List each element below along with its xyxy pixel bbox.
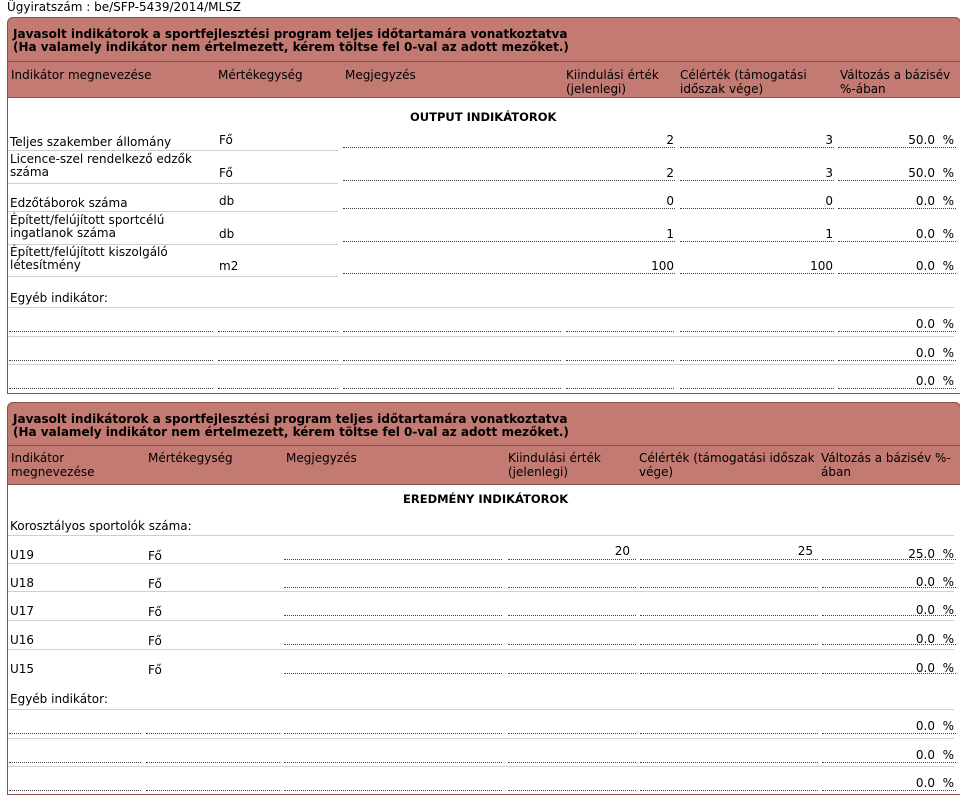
percent-sign: % [942, 748, 954, 762]
res-col-unit: Mértékegység [148, 451, 233, 465]
age-row-unit: Fő [148, 577, 162, 591]
change-field [838, 208, 956, 209]
age-target-field[interactable] [640, 587, 818, 588]
percent-sign: % [942, 317, 954, 331]
res-other-unit-field[interactable] [146, 790, 280, 791]
percent-sign: % [942, 719, 954, 733]
res-col-change-2: ában [821, 465, 851, 479]
age-row-unit: Fő [148, 549, 162, 563]
col-target-1: Célérték (támogatási [680, 68, 807, 82]
other-change-field [838, 331, 956, 332]
percent-sign: % [942, 661, 954, 675]
change-value: 50.0 [908, 166, 935, 180]
target-value[interactable]: 1 [825, 227, 833, 241]
other-note-field[interactable] [343, 388, 561, 389]
age-base-field[interactable] [508, 644, 636, 645]
output-row-name: Épített/felújított sportcélú [10, 213, 165, 227]
change-value: 0.0 [915, 227, 935, 241]
target-value[interactable]: 0 [825, 194, 833, 208]
percent-sign: % [942, 227, 954, 241]
percent-sign: % [942, 166, 954, 180]
other-unit-field[interactable] [218, 388, 338, 389]
target-value[interactable]: 3 [825, 166, 833, 180]
age-note-field[interactable] [284, 559, 502, 560]
change-field [838, 180, 956, 181]
res-other-change-field [822, 790, 956, 791]
other-target-field[interactable] [680, 388, 834, 389]
result-title-line2: (Ha valamely indikátor nem értelmezett, kérem töltse fel 0-val az adott mezőket.) [13, 425, 569, 439]
output-heading: OUTPUT INDIKÁTOROK [410, 110, 557, 124]
percent-sign: % [942, 133, 954, 147]
percent-sign: % [942, 776, 954, 790]
age-note-field[interactable] [284, 673, 502, 674]
result-other-label: Egyéb indikátor: [10, 692, 108, 706]
col-change-2: %-ában [840, 82, 886, 96]
age-row-unit: Fő [148, 634, 162, 648]
col-base-2: (jelenlegi) [566, 82, 627, 96]
other-base-field[interactable] [566, 360, 674, 361]
res-other-note-field[interactable] [284, 762, 502, 763]
percent-sign: % [942, 374, 954, 388]
other-base-field[interactable] [566, 388, 674, 389]
age-note-field[interactable] [284, 644, 502, 645]
res-col-target-2: vége) [639, 465, 674, 479]
age-change-value: 0.0 [915, 661, 935, 675]
output-row-unit: db [219, 194, 235, 208]
age-note-field[interactable] [284, 615, 502, 616]
percent-sign: % [942, 259, 954, 273]
note-field[interactable] [343, 208, 675, 209]
res-col-change-1: Változás a bázisév %- [821, 451, 951, 465]
age-row-name: U16 [10, 633, 35, 647]
age-base-field[interactable] [508, 559, 636, 560]
output-row-unit: Fő [219, 166, 233, 180]
age-base-field[interactable] [508, 587, 636, 588]
res-col-base-2: (jelenlegi) [508, 465, 569, 479]
col-unit: Mértékegység [218, 68, 303, 82]
note-field[interactable] [343, 147, 675, 148]
age-note-field[interactable] [284, 587, 502, 588]
change-value: 50.0 [908, 133, 935, 147]
res-other-unit-field[interactable] [146, 762, 280, 763]
base-value[interactable]: 100 [651, 259, 674, 273]
percent-sign: % [942, 194, 954, 208]
other-name-field[interactable] [9, 360, 213, 361]
res-other-change-field [822, 762, 956, 763]
age-change-value: 0.0 [915, 575, 935, 589]
other-change-value: 0.0 [915, 346, 935, 360]
col-indicator-name: Indikátor megnevezése [11, 68, 152, 82]
base-value[interactable]: 0 [666, 194, 674, 208]
target-field[interactable] [680, 241, 834, 242]
age-target-field[interactable] [640, 673, 818, 674]
percent-sign: % [942, 632, 954, 646]
res-other-change-field [822, 733, 956, 734]
col-note: Megjegyzés [345, 68, 416, 82]
res-col-base-1: Kiindulási érték [508, 451, 601, 465]
res-other-name-field[interactable] [9, 733, 141, 734]
age-target-field[interactable] [640, 644, 818, 645]
output-row-name-cont: ingatlanok száma [10, 226, 116, 240]
target-value[interactable]: 100 [810, 259, 833, 273]
change-field [838, 147, 956, 148]
age-group-label: Korosztályos sportolók száma: [10, 519, 192, 533]
output-header [7, 17, 960, 98]
note-field[interactable] [343, 180, 675, 181]
other-unit-field[interactable] [218, 360, 338, 361]
target-field[interactable] [680, 180, 834, 181]
change-field [838, 241, 956, 242]
result-header [7, 402, 960, 485]
age-target-field[interactable] [640, 615, 818, 616]
output-other-label: Egyéb indikátor: [10, 291, 108, 305]
age-target-field[interactable] [640, 559, 818, 560]
output-row-name: Edzőtáborok száma [10, 196, 128, 210]
other-unit-field[interactable] [218, 331, 338, 332]
other-note-field[interactable] [343, 331, 561, 332]
col-change-1: Változás a bázisév [840, 68, 951, 82]
age-base-field[interactable] [508, 615, 636, 616]
res-other-change-value: 0.0 [915, 748, 935, 762]
other-change-field [838, 360, 956, 361]
res-other-change-value: 0.0 [915, 776, 935, 790]
age-target-value[interactable]: 25 [797, 544, 813, 558]
percent-sign: % [942, 603, 954, 617]
age-base-field[interactable] [508, 673, 636, 674]
output-row-name-cont: létesítmény [10, 258, 81, 272]
res-col-name-2: megnevezése [11, 465, 95, 479]
base-value[interactable]: 1 [666, 227, 674, 241]
other-base-field[interactable] [566, 331, 674, 332]
output-row-unit: m2 [219, 259, 239, 273]
target-field[interactable] [680, 208, 834, 209]
res-other-base-field[interactable] [508, 762, 636, 763]
res-other-name-field[interactable] [9, 790, 141, 791]
age-row-name: U18 [10, 576, 35, 590]
age-change-value: 0.0 [915, 603, 935, 617]
res-other-target-field[interactable] [640, 733, 818, 734]
col-target-2: időszak vége) [680, 82, 764, 96]
target-value[interactable]: 3 [825, 133, 833, 147]
output-row-name: Épített/felújított kiszolgáló [10, 245, 168, 259]
output-title-line1: Javasolt indikátorok a sportfejlesztési program teljes időtartamára vonatkoztatva [13, 27, 568, 41]
age-row-name: U15 [10, 662, 35, 676]
other-note-field[interactable] [343, 360, 561, 361]
other-change-value: 0.0 [915, 374, 935, 388]
age-row-name: U17 [10, 604, 35, 618]
res-col-name-1: Indikátor [11, 451, 65, 465]
col-base-1: Kiindulási érték [566, 68, 659, 82]
output-row-name: Teljes szakember állomány [10, 135, 172, 149]
output-title-line2: (Ha valamely indikátor nem értelmezett, kérem töltse fel 0-val az adott mezőket.) [13, 40, 569, 54]
result-title-line1: Javasolt indikátorok a sportfejlesztési program teljes időtartamára vonatkoztatva [13, 412, 568, 426]
note-field[interactable] [343, 273, 675, 274]
res-other-note-field[interactable] [284, 790, 502, 791]
percent-sign: % [942, 575, 954, 589]
note-field[interactable] [343, 241, 675, 242]
case-number: Ügyiratszám : be/SFP-5439/2014/MLSZ [7, 0, 241, 14]
target-field[interactable] [680, 147, 834, 148]
other-change-field [838, 388, 956, 389]
base-value[interactable]: 2 [666, 133, 674, 147]
change-value: 0.0 [915, 194, 935, 208]
output-row-name: Licence-szel rendelkező edzők [10, 152, 192, 166]
res-other-note-field[interactable] [284, 733, 502, 734]
percent-sign: % [942, 547, 954, 561]
res-col-note: Megjegyzés [286, 451, 357, 465]
res-col-target-1: Célérték (támogatási időszak [639, 451, 815, 465]
age-row-name: U19 [10, 548, 35, 562]
res-other-unit-field[interactable] [146, 733, 280, 734]
age-change-value: 0.0 [915, 632, 935, 646]
base-value[interactable]: 2 [666, 166, 674, 180]
target-field[interactable] [680, 273, 834, 274]
res-other-change-value: 0.0 [915, 719, 935, 733]
age-row-unit: Fő [148, 605, 162, 619]
change-value: 0.0 [915, 259, 935, 273]
percent-sign: % [942, 346, 954, 360]
res-other-name-field[interactable] [9, 762, 141, 763]
res-other-base-field[interactable] [508, 733, 636, 734]
output-row-name-cont: száma [10, 165, 49, 179]
other-change-value: 0.0 [915, 317, 935, 331]
other-target-field[interactable] [680, 360, 834, 361]
output-row-unit: Fő [219, 133, 233, 147]
age-base-value[interactable]: 20 [614, 544, 630, 558]
other-name-field[interactable] [9, 388, 213, 389]
res-other-base-field[interactable] [508, 790, 636, 791]
age-row-unit: Fő [148, 663, 162, 677]
change-field [838, 273, 956, 274]
other-name-field[interactable] [9, 331, 213, 332]
other-target-field[interactable] [680, 331, 834, 332]
result-heading: EREDMÉNY INDIKÁTOROK [403, 492, 569, 506]
res-other-target-field[interactable] [640, 790, 818, 791]
age-change-value: 25.0 [908, 547, 935, 561]
output-row-unit: db [219, 227, 235, 241]
res-other-target-field[interactable] [640, 762, 818, 763]
